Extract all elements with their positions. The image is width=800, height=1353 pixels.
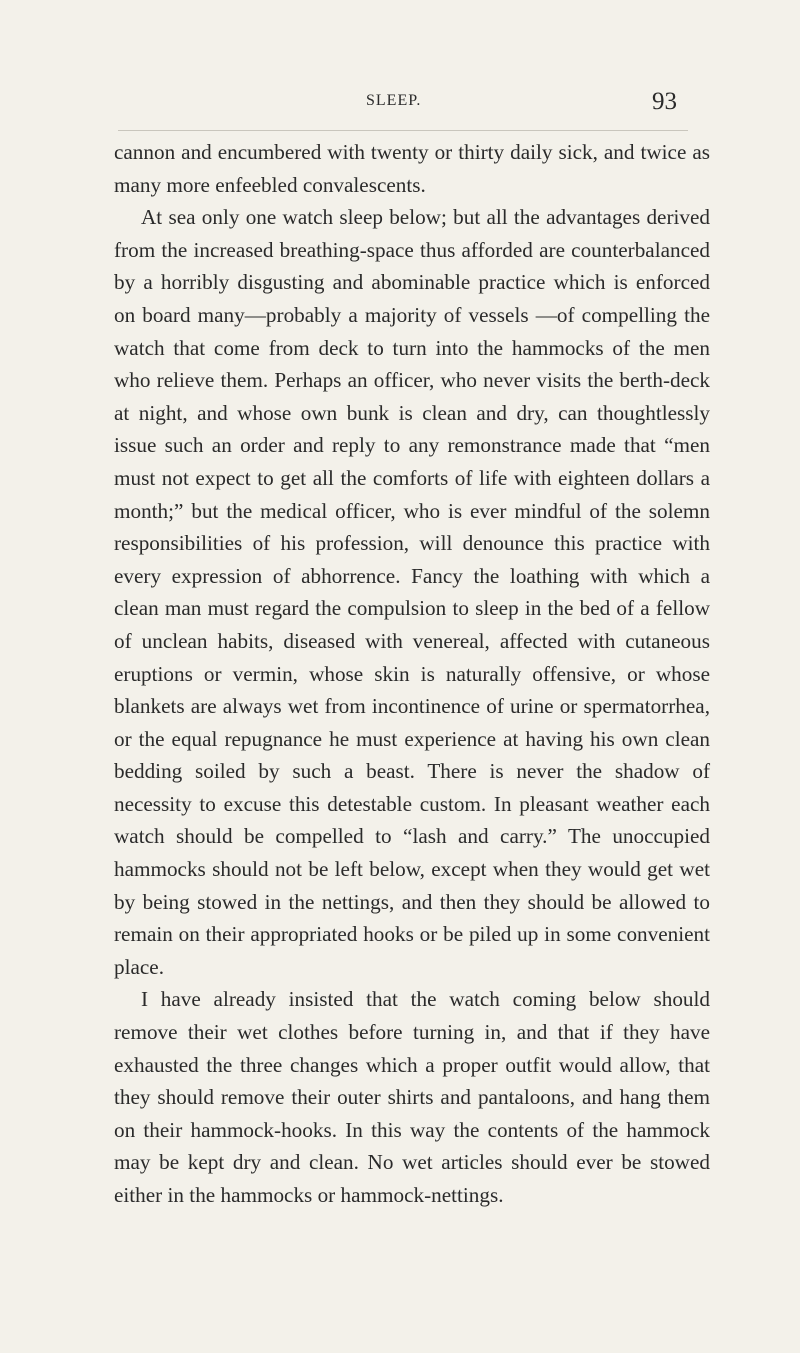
running-head <box>0 88 800 128</box>
running-title: SLEEP. <box>366 92 422 109</box>
header-rule <box>118 130 688 131</box>
paragraph: At sea only one watch sleep below; but all the advantages derived from the increased breathing-space thus afforded are counterbalanced by a horribly disgusting and abominable practice which is enforced on board many—probably a majority of vessels —of compelling the watch that come from deck to turn into the hammocks of the men who relieve them. Perhaps an officer, who never visits the berth-deck at night, and whose own bunk is clean and dry, can thoughtlessly issue such an order and reply to any remonstrance made that “men must not expect to get all the comforts of life with eighteen dollars a month;” but the medical officer, who is ever mindful of the solemn responsibilities of his profession, will denounce this practice with every expression of abhorrence. Fancy the loathing with which a clean man must regard the compulsion to sleep in the bed of a fellow of unclean habits, diseased with venereal, affected with cutaneous eruptions or vermin, whose skin is naturally offensive, or whose blankets are always wet from incontinence of urine or spermatorrhea, or the equal repugnance he must experience at having his own clean bedding soiled by such a beast. There is never the shadow of necessity to excuse this detestable custom. In pleasant weather each watch should be compelled to “lash and carry.” The unoccupied hammocks should not be left below, except when they would get wet by being stowed in the nettings, and then they should be allowed to remain on their appropriated hooks or be piled up in some convenient place. <box>114 205 710 979</box>
body-text <box>114 136 710 1212</box>
page-number: 93 <box>652 88 677 115</box>
paragraph-continuation: cannon and encumbered with twenty or thirty daily sick, and twice as many more enfeebled convalescents. <box>114 140 710 197</box>
paragraph: I have already insisted that the watch coming below should remove their wet clothes before turning in, and that if they have exhausted the three changes which a proper outfit would allow, that they should remove their outer shirts and pantaloons, and hang them on their hammock-hooks. In this way the contents of the hammock may be kept dry and clean. No wet articles should ever be stowed either in the hammocks or hammock-nettings. <box>114 987 710 1207</box>
